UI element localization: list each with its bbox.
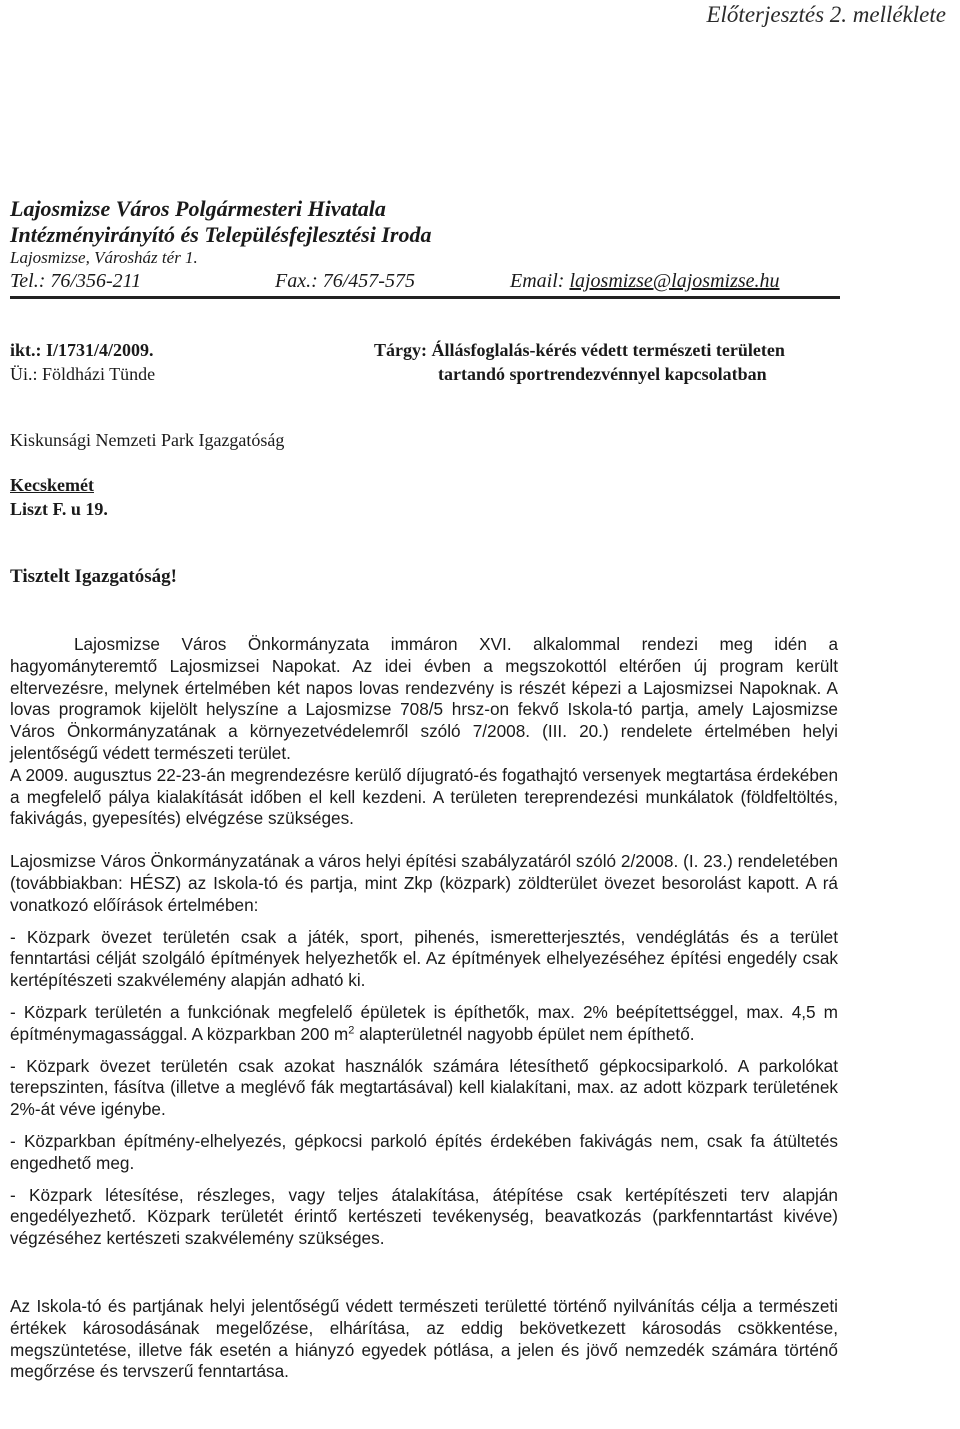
- rule-item-4: - Közparkban építmény-elhelyezés, gépkocsi parkoló építés érdekében fakivágás nem, csak fa átültetés engedhető meg.: [10, 1130, 838, 1173]
- email-contact: [510, 268, 780, 294]
- letter-body: [10, 634, 838, 1383]
- phone-number: Tel.: 76/356-211: [10, 270, 142, 292]
- reference-block: [10, 338, 155, 386]
- subject-line-2: tartandó sportrendezvénnyel kapcsolatban: [438, 364, 767, 384]
- recipient-name: Kiskunsági Nemzeti Park Igazgatóság: [10, 430, 285, 450]
- rule-item-2: [10, 1002, 838, 1046]
- subject-block: [374, 338, 785, 386]
- rule-item-2-text-b: alapterületnél nagyobb épület nem építhető.: [354, 1023, 695, 1044]
- paragraph-purpose: Az Iskola-tó és partjának helyi jelentőségű védett természeti területté történő nyilvánítás célja a természeti értékek károsodásának megelőzése, elhárítása, az eddig bekövetkezett károsodás csökkentése, megszüntetése, illetve fák esetén a hiányzó egyedek pótlása, a jelen és jövő nemzedék számára történő megőrzése és tervszerű fenntartása.: [10, 1295, 838, 1382]
- fax-number: Fax.: 76/457-575: [275, 270, 415, 292]
- department-name: Intézményirányító és Településfejlesztési Iroda: [10, 222, 432, 247]
- recipient-block: [10, 428, 284, 521]
- rule-item-5: - Közpark létesítése, részleges, vagy teljes átalakítása, átépítése csak kertépítészeti terv alapján engedélyezhető. Közpark területét érintő kertészeti tevékenység, beavatkozás (parkfenntartást kivéve) végzéséhez kertészeti szakvélemény szükséges.: [10, 1184, 838, 1249]
- salutation: Tisztelt Igazgatóság!: [10, 566, 177, 587]
- rule-item-3: - Közpark övezet területén csak azokat használók számára létesíthető gépkocsiparkoló. A parkolókat terepszinten, fásítva (illetve a meglévő fák megtartásával) kell kialakítani, max. az adott közpark területének 2%-át véve igénybe.: [10, 1055, 838, 1120]
- annex-label: Előterjesztés 2. melléklete: [706, 2, 946, 27]
- letterhead: [10, 196, 840, 299]
- email-link[interactable]: lajosmizse@lajosmizse.hu: [569, 270, 780, 292]
- contact-row: [10, 268, 840, 299]
- rule-item-1: - Közpark övezet területén csak a játék, sport, pihenés, ismeretterjesztés, vendéglátás és a terület fenntartási célját szolgáló építmények helyezhetők el. Az építmények elhelyezéséhez építési engedély csak kertépítészeti szakvélemény alapján adható ki.: [10, 926, 838, 991]
- recipient-city: Kecskemét: [10, 475, 94, 495]
- paragraph-hesz: Lajosmizse Város Önkormányzatának a város helyi építési szabályzatáról szóló 2/2008. (I. 23.) rendeletében (továbbiakban: HÉSZ) az Iskola-tó és partja, mint Zkp (közpark) zöldterület övezet besorolást kapott. A rá vonatkozó előírások értelmében:: [10, 851, 838, 915]
- recipient-street: Liszt F. u 19.: [10, 499, 108, 519]
- email-label: Email:: [510, 270, 570, 292]
- office-name: Lajosmizse Város Polgármesteri Hivatala: [10, 196, 386, 221]
- case-officer: Üi.: Földházi Tünde: [10, 364, 156, 384]
- paragraph-intro: Lajosmizse Város Önkormányzata immáron XVI. alkalommal rendezi meg idén a hagyományteremtő Lajosmizsei Napokat. Az idei évben a megszokottól eltérően új program került eltervezésre, melynek értelmében két napos lovas rendezvény is részét képezi a Lajosmizsei Napoknak. A lovas programok kijelölt helyszíne a Lajosmizse 708/5 hrsz-on fekvő Iskola-tó partja, amely Lajosmizse Város Önkormányzatának a környezetvédelemről szóló 7/2008. (III. 20.) rendelete értelmében helyi jelentőségű védett természeti terület.: [10, 634, 838, 763]
- file-number: ikt.: I/1731/4/2009.: [10, 340, 154, 360]
- subject-line-1: Tárgy: Állásfoglalás-kérés védett természeti területen: [374, 340, 785, 360]
- superscript-2: 2: [348, 1024, 355, 1037]
- office-address: Lajosmizse, Városház tér 1.: [10, 248, 198, 267]
- rule-item-2-text-a: - Közpark területén a funkciónak megfelelő épületek is építhetők, max. 2% beépítettséggel, max. 4,5 m építménymagassággal. A közparkban 200 m: [10, 1001, 838, 1044]
- paragraph-event: A 2009. augusztus 22-23-án megrendezésre kerülő díjugrató-és fogathajtó versenyek megtartása érdekében a megfelelő pálya kialakítását időben el kell kezdeni. A területen tereprendezési munkálatok (földfeltöltés, fakivágás, gyepesítés) elvégzése szükséges.: [10, 764, 838, 829]
